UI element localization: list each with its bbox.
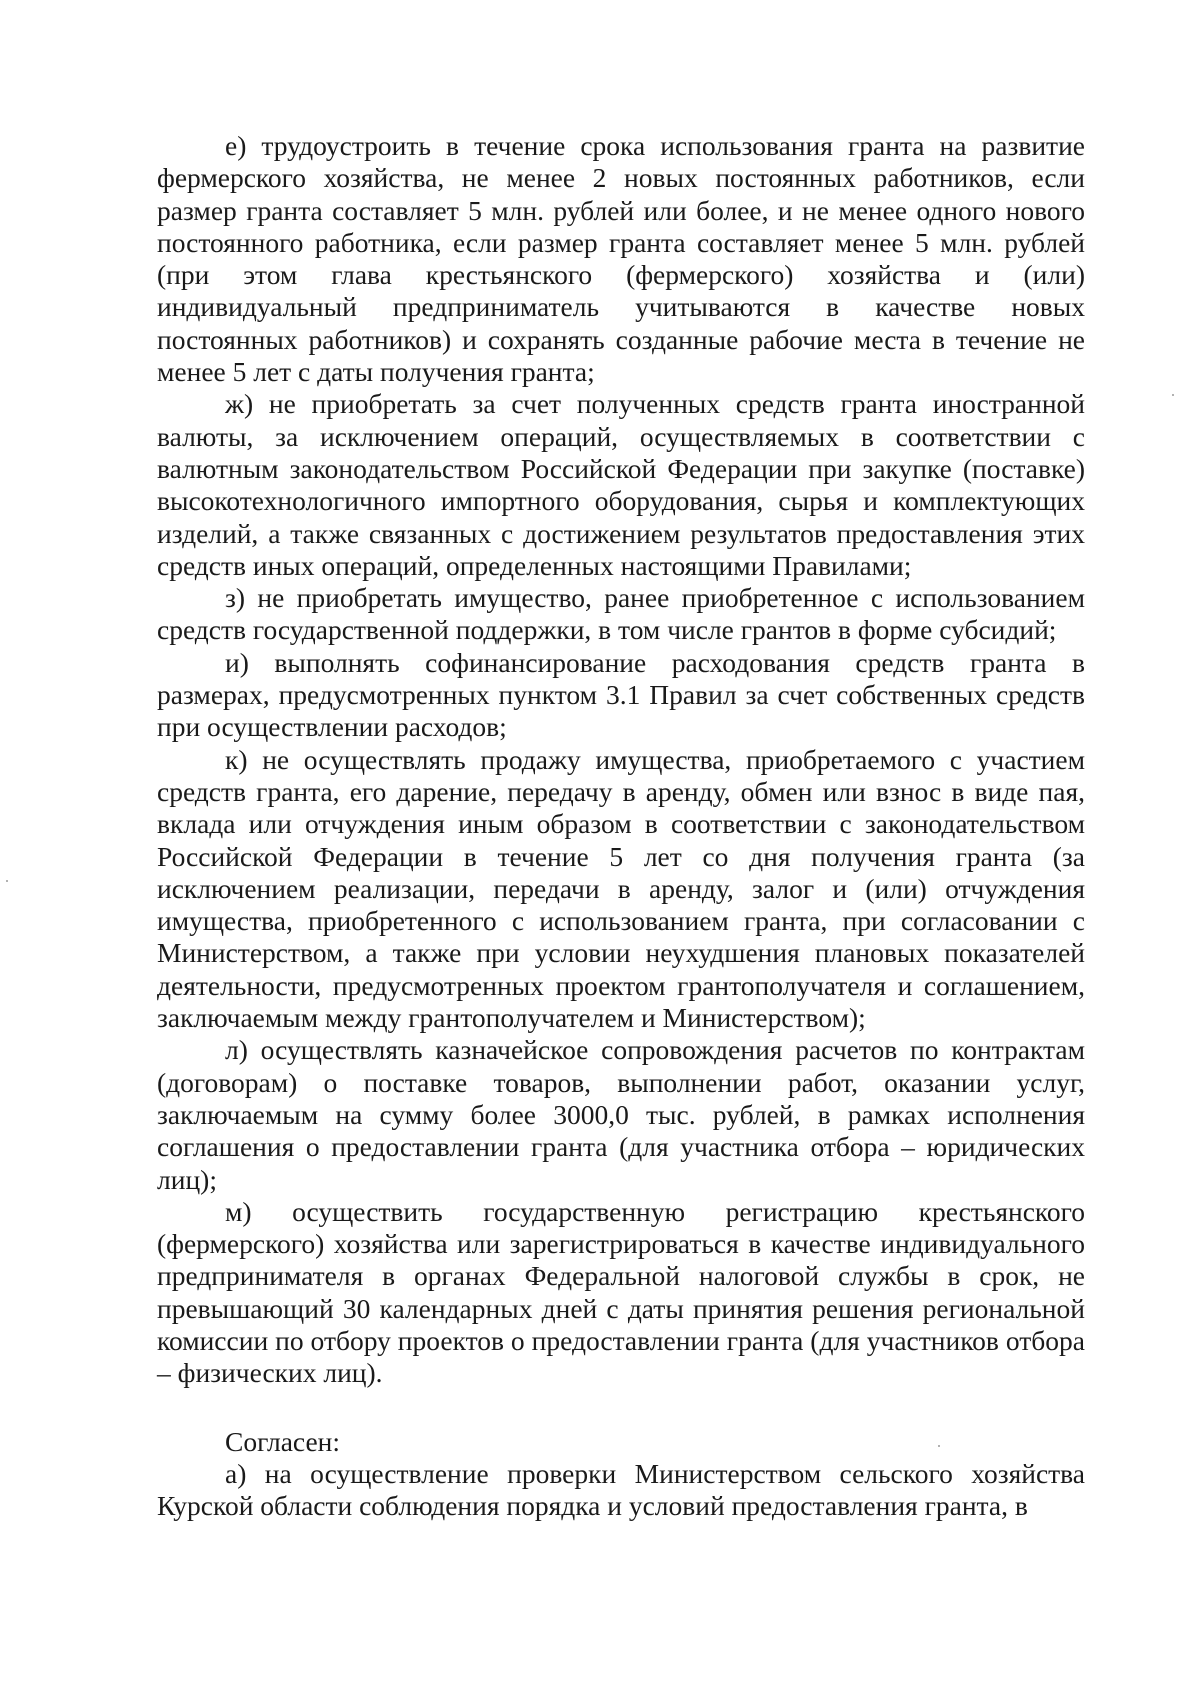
paragraph-k: к) не осуществлять продажу имущества, приобретаемого с участием средств гранта, его дарение, передачу в аренду, обмен или взнос в виде пая, вклада или отчуждения иным образом в соответствии с законодательством Российской Федерации в течение 5 лет со дня получения гранта (за исключением реализации, передачи в аренду, залог и (или) отчуждения имущества, приобретенного с использованием гранта, при согласовании с Министерством, а также при условии неухудшения плановых показателей деятельности, предусмотренных проектом грантополучателя и соглашением, заключаемым между грантополучателем и Министерством); xyxy=(157,743,1085,1034)
paragraph-agreed-a: а) на осуществление проверки Министерством сельского хозяйства Курской области соблюдения порядка и условий предоставления гранта, в xyxy=(157,1457,1085,1522)
document-body xyxy=(157,130,1085,1522)
scan-speck xyxy=(6,880,8,882)
scan-speck xyxy=(938,1445,940,1447)
agreed-heading: Согласен: xyxy=(225,1425,341,1457)
paragraph-m: м) осуществить государственную регистрацию крестьянского (фермерского) хозяйства или зарегистрироваться в качестве индивидуального предпринимателя в органах Федеральной налоговой службы в срок, не превышающий 30 календарных дней с даты принятия решения региональной комиссии по отбору проектов о предоставлении гранта (для участников отбора – физических лиц). xyxy=(157,1195,1085,1389)
paragraph-i: и) выполнять софинансирование расходования средств гранта в размерах, предусмотренных пунктом 3.1 Правил за счет собственных средств при осуществлении расходов; xyxy=(157,646,1085,743)
scan-speck xyxy=(1172,394,1174,396)
paragraph-spacer xyxy=(157,1390,1085,1426)
paragraph-zh: ж) не приобретать за счет полученных средств гранта иностранной валюты, за исключением операций, осуществляемых в соответствии с валютным законодательством Российской Федерации при закупке (поставке) высокотехнологичного импортного оборудования, сырья и комплектующих изделий, а также связанных с достижением результатов предоставления этих средств иных операций, определенных настоящими Правилами; xyxy=(157,388,1085,581)
paragraph-z: з) не приобретать имущество, ранее приобретенное с использованием средств государственной поддержки, в том числе грантов в форме субсидий; xyxy=(157,582,1085,646)
paragraph-l: л) осуществлять казначейское сопровождения расчетов по контрактам (договорам) о поставке товаров, выполнении работ, оказании услуг, заключаемым на сумму более 3000,0 тыс. рублей, в рамках исполнения соглашения о предоставлении гранта (для участника отбора – юридических лиц); xyxy=(157,1034,1085,1195)
paragraph-e: е) трудоустроить в течение срока использования гранта на развитие фермерского хозяйства, не менее 2 новых постоянных работников, если размер гранта составляет 5 млн. рублей или более, и не менее одного нового постоянного работника, если размер гранта составляет менее 5 млн. рублей (при этом глава крестьянского (фермерского) хозяйства и (или) индивидуальный предприниматель учитываются в качестве новых постоянных работников) и сохранять созданные рабочие места в течение не менее 5 лет с даты получения гранта; xyxy=(157,130,1085,388)
